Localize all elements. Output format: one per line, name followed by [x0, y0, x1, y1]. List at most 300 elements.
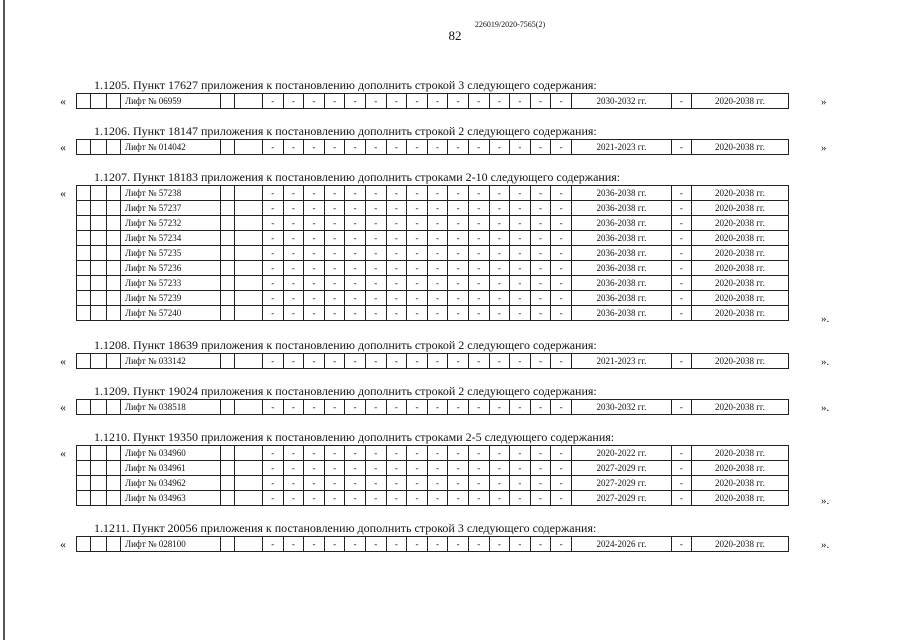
- mid-cell: -: [671, 201, 691, 216]
- empty-cell: [235, 216, 263, 231]
- lift-name-cell: Лифт № 57234: [121, 231, 221, 246]
- table-row: [77, 354, 789, 369]
- dash-cell: -: [283, 186, 304, 201]
- dash-cell: -: [427, 201, 448, 216]
- empty-cell: [221, 216, 235, 231]
- empty-cell: [107, 231, 121, 246]
- dash-cell: -: [304, 291, 325, 306]
- dash-cell: -: [386, 291, 407, 306]
- open-quote: «: [60, 186, 66, 200]
- table-row: [77, 140, 789, 155]
- dash-cell: -: [263, 186, 284, 201]
- dash-cell: -: [283, 476, 304, 491]
- dash-cell: -: [324, 537, 345, 552]
- lift-name-cell: Лифт № 033142: [121, 354, 221, 369]
- empty-cell: [107, 400, 121, 415]
- dash-cell: -: [510, 354, 531, 369]
- empty-cell: [107, 537, 121, 552]
- empty-cell: [91, 446, 107, 461]
- range-cell: 2020-2038 гг.: [691, 291, 788, 306]
- mid-cell: -: [671, 446, 691, 461]
- dash-cell: -: [551, 291, 572, 306]
- dash-cell: -: [386, 231, 407, 246]
- period-cell: 2027-2029 гг.: [571, 461, 671, 476]
- empty-cell: [221, 400, 235, 415]
- dash-cell: -: [510, 491, 531, 506]
- dash-cell: -: [324, 231, 345, 246]
- dash-cell: -: [365, 537, 386, 552]
- dash-cell: -: [386, 246, 407, 261]
- mid-cell: -: [671, 306, 691, 321]
- period-cell: 2021-2023 гг.: [571, 354, 671, 369]
- close-quote: ».: [821, 494, 830, 507]
- dash-cell: -: [324, 276, 345, 291]
- empty-cell: [77, 246, 91, 261]
- empty-cell: [221, 94, 235, 109]
- dash-cell: -: [407, 261, 428, 276]
- dash-cell: -: [489, 491, 510, 506]
- empty-cell: [77, 140, 91, 155]
- dash-cell: -: [448, 537, 469, 552]
- dash-cell: -: [407, 216, 428, 231]
- dash-cell: -: [324, 400, 345, 415]
- empty-cell: [107, 276, 121, 291]
- period-cell: 2036-2038 гг.: [571, 231, 671, 246]
- table-row: [77, 94, 789, 109]
- lift-table: [76, 445, 789, 506]
- mid-cell: -: [671, 216, 691, 231]
- dash-cell: -: [283, 231, 304, 246]
- range-cell: 2020-2038 гг.: [691, 306, 788, 321]
- dash-cell: -: [448, 231, 469, 246]
- lift-name-cell: Лифт № 57235: [121, 246, 221, 261]
- empty-cell: [91, 491, 107, 506]
- dash-cell: -: [510, 231, 531, 246]
- dash-cell: -: [324, 140, 345, 155]
- empty-cell: [91, 400, 107, 415]
- dash-cell: -: [407, 94, 428, 109]
- dash-cell: -: [427, 186, 448, 201]
- dash-cell: -: [510, 306, 531, 321]
- dash-cell: -: [304, 140, 325, 155]
- dash-cell: -: [304, 354, 325, 369]
- empty-cell: [91, 276, 107, 291]
- dash-cell: -: [304, 261, 325, 276]
- dash-cell: -: [324, 491, 345, 506]
- dash-cell: -: [263, 476, 284, 491]
- range-cell: 2020-2038 гг.: [691, 94, 788, 109]
- dash-cell: -: [386, 354, 407, 369]
- period-cell: 2027-2029 гг.: [571, 476, 671, 491]
- empty-cell: [107, 476, 121, 491]
- table-row: [77, 476, 789, 491]
- dash-cell: -: [304, 537, 325, 552]
- clause-heading: 1.1208. Пункт 18639 приложения к постановлению дополнить строкой 2 следующего содержания:: [94, 338, 597, 352]
- dash-cell: -: [530, 537, 551, 552]
- table-row: [77, 201, 789, 216]
- empty-cell: [221, 291, 235, 306]
- period-cell: 2020-2022 гг.: [571, 446, 671, 461]
- mid-cell: -: [671, 491, 691, 506]
- dash-cell: -: [283, 461, 304, 476]
- dash-cell: -: [427, 94, 448, 109]
- empty-cell: [77, 276, 91, 291]
- dash-cell: -: [386, 491, 407, 506]
- dash-cell: -: [407, 537, 428, 552]
- empty-cell: [107, 140, 121, 155]
- table-row: [77, 491, 789, 506]
- empty-cell: [221, 276, 235, 291]
- dash-cell: -: [386, 461, 407, 476]
- empty-cell: [221, 354, 235, 369]
- dash-cell: -: [427, 476, 448, 491]
- dash-cell: -: [345, 246, 366, 261]
- empty-cell: [235, 261, 263, 276]
- dash-cell: -: [530, 216, 551, 231]
- dash-cell: -: [551, 186, 572, 201]
- dash-cell: -: [345, 354, 366, 369]
- empty-cell: [77, 201, 91, 216]
- range-cell: 2020-2038 гг.: [691, 186, 788, 201]
- dash-cell: -: [427, 537, 448, 552]
- dash-cell: -: [448, 140, 469, 155]
- dash-cell: -: [304, 216, 325, 231]
- lift-name-cell: Лифт № 57232: [121, 216, 221, 231]
- empty-cell: [221, 446, 235, 461]
- dash-cell: -: [448, 291, 469, 306]
- empty-cell: [221, 261, 235, 276]
- dash-cell: -: [468, 216, 489, 231]
- dash-cell: -: [427, 446, 448, 461]
- dash-cell: -: [304, 201, 325, 216]
- dash-cell: -: [365, 491, 386, 506]
- dash-cell: -: [510, 276, 531, 291]
- empty-cell: [91, 306, 107, 321]
- empty-cell: [235, 461, 263, 476]
- empty-cell: [77, 491, 91, 506]
- dash-cell: -: [263, 216, 284, 231]
- table-row: [77, 246, 789, 261]
- empty-cell: [77, 446, 91, 461]
- dash-cell: -: [365, 94, 386, 109]
- dash-cell: -: [468, 276, 489, 291]
- dash-cell: -: [263, 400, 284, 415]
- period-cell: 2036-2038 гг.: [571, 246, 671, 261]
- dash-cell: -: [510, 537, 531, 552]
- dash-cell: -: [345, 476, 366, 491]
- dash-cell: -: [551, 276, 572, 291]
- dash-cell: -: [263, 537, 284, 552]
- empty-cell: [235, 186, 263, 201]
- dash-cell: -: [407, 476, 428, 491]
- lift-name-cell: Лифт № 57237: [121, 201, 221, 216]
- dash-cell: -: [365, 140, 386, 155]
- dash-cell: -: [345, 537, 366, 552]
- empty-cell: [107, 291, 121, 306]
- dash-cell: -: [304, 231, 325, 246]
- empty-cell: [77, 186, 91, 201]
- dash-cell: -: [489, 201, 510, 216]
- mid-cell: -: [671, 354, 691, 369]
- empty-cell: [221, 476, 235, 491]
- dash-cell: -: [324, 186, 345, 201]
- dash-cell: -: [283, 491, 304, 506]
- empty-cell: [107, 461, 121, 476]
- dash-cell: -: [468, 201, 489, 216]
- empty-cell: [107, 201, 121, 216]
- open-quote: «: [60, 94, 66, 108]
- dash-cell: -: [468, 400, 489, 415]
- dash-cell: -: [283, 276, 304, 291]
- open-quote: «: [60, 537, 66, 551]
- empty-cell: [221, 461, 235, 476]
- dash-cell: -: [427, 306, 448, 321]
- mid-cell: -: [671, 400, 691, 415]
- lift-name-cell: Лифт № 57233: [121, 276, 221, 291]
- dash-cell: -: [407, 354, 428, 369]
- dash-cell: -: [407, 186, 428, 201]
- empty-cell: [91, 476, 107, 491]
- range-cell: 2020-2038 гг.: [691, 246, 788, 261]
- empty-cell: [221, 306, 235, 321]
- dash-cell: -: [489, 216, 510, 231]
- empty-cell: [91, 216, 107, 231]
- clause-heading: 1.1210. Пункт 19350 приложения к постановлению дополнить строками 2-5 следующего содержания:: [94, 430, 615, 444]
- dash-cell: -: [263, 354, 284, 369]
- dash-cell: -: [448, 186, 469, 201]
- dash-cell: -: [551, 537, 572, 552]
- dash-cell: -: [448, 306, 469, 321]
- table-row: [77, 400, 789, 415]
- dash-cell: -: [510, 261, 531, 276]
- dash-cell: -: [489, 476, 510, 491]
- lift-table: [76, 93, 789, 109]
- dash-cell: -: [489, 446, 510, 461]
- dash-cell: -: [468, 446, 489, 461]
- dash-cell: -: [283, 246, 304, 261]
- table-row: [77, 537, 789, 552]
- empty-cell: [235, 491, 263, 506]
- mid-cell: -: [671, 276, 691, 291]
- dash-cell: -: [345, 291, 366, 306]
- period-cell: 2030-2032 гг.: [571, 400, 671, 415]
- dash-cell: -: [324, 461, 345, 476]
- range-cell: 2020-2038 гг.: [691, 491, 788, 506]
- dash-cell: -: [324, 216, 345, 231]
- dash-cell: -: [427, 231, 448, 246]
- dash-cell: -: [448, 261, 469, 276]
- period-cell: 2024-2026 гг.: [571, 537, 671, 552]
- lift-name-cell: Лифт № 57236: [121, 261, 221, 276]
- dash-cell: -: [345, 216, 366, 231]
- range-cell: 2020-2038 гг.: [691, 216, 788, 231]
- empty-cell: [77, 291, 91, 306]
- dash-cell: -: [283, 306, 304, 321]
- empty-cell: [221, 231, 235, 246]
- dash-cell: -: [283, 201, 304, 216]
- dash-cell: -: [510, 476, 531, 491]
- dash-cell: -: [386, 216, 407, 231]
- document-number: 226019/2020-7565(2): [474, 20, 546, 29]
- dash-cell: -: [427, 216, 448, 231]
- dash-cell: -: [365, 261, 386, 276]
- empty-cell: [91, 461, 107, 476]
- mid-cell: -: [671, 537, 691, 552]
- mid-cell: -: [671, 261, 691, 276]
- period-cell: 2036-2038 гг.: [571, 291, 671, 306]
- dash-cell: -: [263, 276, 284, 291]
- dash-cell: -: [283, 140, 304, 155]
- empty-cell: [77, 261, 91, 276]
- dash-cell: -: [365, 476, 386, 491]
- empty-cell: [235, 400, 263, 415]
- dash-cell: -: [427, 400, 448, 415]
- empty-cell: [221, 537, 235, 552]
- dash-cell: -: [407, 246, 428, 261]
- empty-cell: [77, 461, 91, 476]
- empty-cell: [235, 446, 263, 461]
- empty-cell: [91, 140, 107, 155]
- dash-cell: -: [448, 476, 469, 491]
- dash-cell: -: [468, 491, 489, 506]
- dash-cell: -: [365, 246, 386, 261]
- empty-cell: [107, 491, 121, 506]
- dash-cell: -: [345, 461, 366, 476]
- dash-cell: -: [551, 476, 572, 491]
- dash-cell: -: [407, 306, 428, 321]
- period-cell: 2030-2032 гг.: [571, 94, 671, 109]
- open-quote: «: [60, 354, 66, 368]
- dash-cell: -: [489, 537, 510, 552]
- dash-cell: -: [530, 276, 551, 291]
- dash-cell: -: [324, 94, 345, 109]
- dash-cell: -: [551, 231, 572, 246]
- dash-cell: -: [530, 140, 551, 155]
- mid-cell: -: [671, 186, 691, 201]
- dash-cell: -: [489, 246, 510, 261]
- table-row: [77, 186, 789, 201]
- dash-cell: -: [345, 231, 366, 246]
- dash-cell: -: [263, 446, 284, 461]
- dash-cell: -: [510, 446, 531, 461]
- dash-cell: -: [427, 261, 448, 276]
- dash-cell: -: [324, 354, 345, 369]
- dash-cell: -: [448, 354, 469, 369]
- close-quote: ».: [821, 402, 830, 414]
- mid-cell: -: [671, 476, 691, 491]
- empty-cell: [91, 537, 107, 552]
- dash-cell: -: [510, 201, 531, 216]
- dash-cell: -: [510, 140, 531, 155]
- close-quote: »: [821, 96, 827, 108]
- empty-cell: [221, 201, 235, 216]
- dash-cell: -: [304, 446, 325, 461]
- dash-cell: -: [530, 461, 551, 476]
- table-row: [77, 306, 789, 321]
- dash-cell: -: [365, 231, 386, 246]
- dash-cell: -: [263, 94, 284, 109]
- dash-cell: -: [530, 246, 551, 261]
- dash-cell: -: [489, 186, 510, 201]
- clause-heading: 1.1205. Пункт 17627 приложения к постановлению дополнить строкой 3 следующего содержания:: [94, 78, 597, 92]
- table-row: [77, 261, 789, 276]
- dash-cell: -: [345, 94, 366, 109]
- close-quote: ».: [821, 539, 830, 551]
- dash-cell: -: [304, 306, 325, 321]
- dash-cell: -: [365, 276, 386, 291]
- dash-cell: -: [530, 476, 551, 491]
- dash-cell: -: [324, 291, 345, 306]
- lift-name-cell: Лифт № 038518: [121, 400, 221, 415]
- empty-cell: [107, 186, 121, 201]
- dash-cell: -: [468, 140, 489, 155]
- lift-name-cell: Лифт № 028100: [121, 537, 221, 552]
- dash-cell: -: [345, 276, 366, 291]
- dash-cell: -: [365, 400, 386, 415]
- empty-cell: [107, 306, 121, 321]
- dash-cell: -: [530, 354, 551, 369]
- dash-cell: -: [365, 291, 386, 306]
- open-quote: «: [60, 140, 66, 154]
- dash-cell: -: [304, 276, 325, 291]
- dash-cell: -: [345, 446, 366, 461]
- dash-cell: -: [324, 446, 345, 461]
- dash-cell: -: [551, 261, 572, 276]
- dash-cell: -: [427, 246, 448, 261]
- dash-cell: -: [468, 537, 489, 552]
- table-row: [77, 216, 789, 231]
- close-quote: ».: [821, 312, 830, 325]
- empty-cell: [91, 291, 107, 306]
- dash-cell: -: [304, 491, 325, 506]
- dash-cell: -: [448, 491, 469, 506]
- dash-cell: -: [510, 246, 531, 261]
- dash-cell: -: [530, 261, 551, 276]
- dash-cell: -: [468, 246, 489, 261]
- empty-cell: [77, 94, 91, 109]
- dash-cell: -: [263, 461, 284, 476]
- dash-cell: -: [551, 94, 572, 109]
- lift-name-cell: Лифт № 014042: [121, 140, 221, 155]
- range-cell: 2020-2038 гг.: [691, 276, 788, 291]
- lift-name-cell: Лифт № 06959: [121, 94, 221, 109]
- lift-name-cell: Лифт № 034962: [121, 476, 221, 491]
- dash-cell: -: [386, 306, 407, 321]
- clause-heading: 1.1206. Пункт 18147 приложения к постановлению дополнить строкой 2 следующего содержания:: [94, 124, 597, 138]
- dash-cell: -: [324, 476, 345, 491]
- dash-cell: -: [263, 291, 284, 306]
- dash-cell: -: [448, 446, 469, 461]
- dash-cell: -: [365, 461, 386, 476]
- dash-cell: -: [304, 94, 325, 109]
- dash-cell: -: [510, 400, 531, 415]
- period-cell: 2027-2029 гг.: [571, 491, 671, 506]
- dash-cell: -: [345, 201, 366, 216]
- lift-name-cell: Лифт № 034960: [121, 446, 221, 461]
- empty-cell: [77, 216, 91, 231]
- dash-cell: -: [551, 140, 572, 155]
- dash-cell: -: [510, 186, 531, 201]
- close-quote: »: [821, 142, 827, 154]
- dash-cell: -: [489, 400, 510, 415]
- dash-cell: -: [324, 201, 345, 216]
- dash-cell: -: [489, 306, 510, 321]
- dash-cell: -: [448, 94, 469, 109]
- empty-cell: [77, 476, 91, 491]
- dash-cell: -: [283, 216, 304, 231]
- dash-cell: -: [365, 306, 386, 321]
- dash-cell: -: [407, 140, 428, 155]
